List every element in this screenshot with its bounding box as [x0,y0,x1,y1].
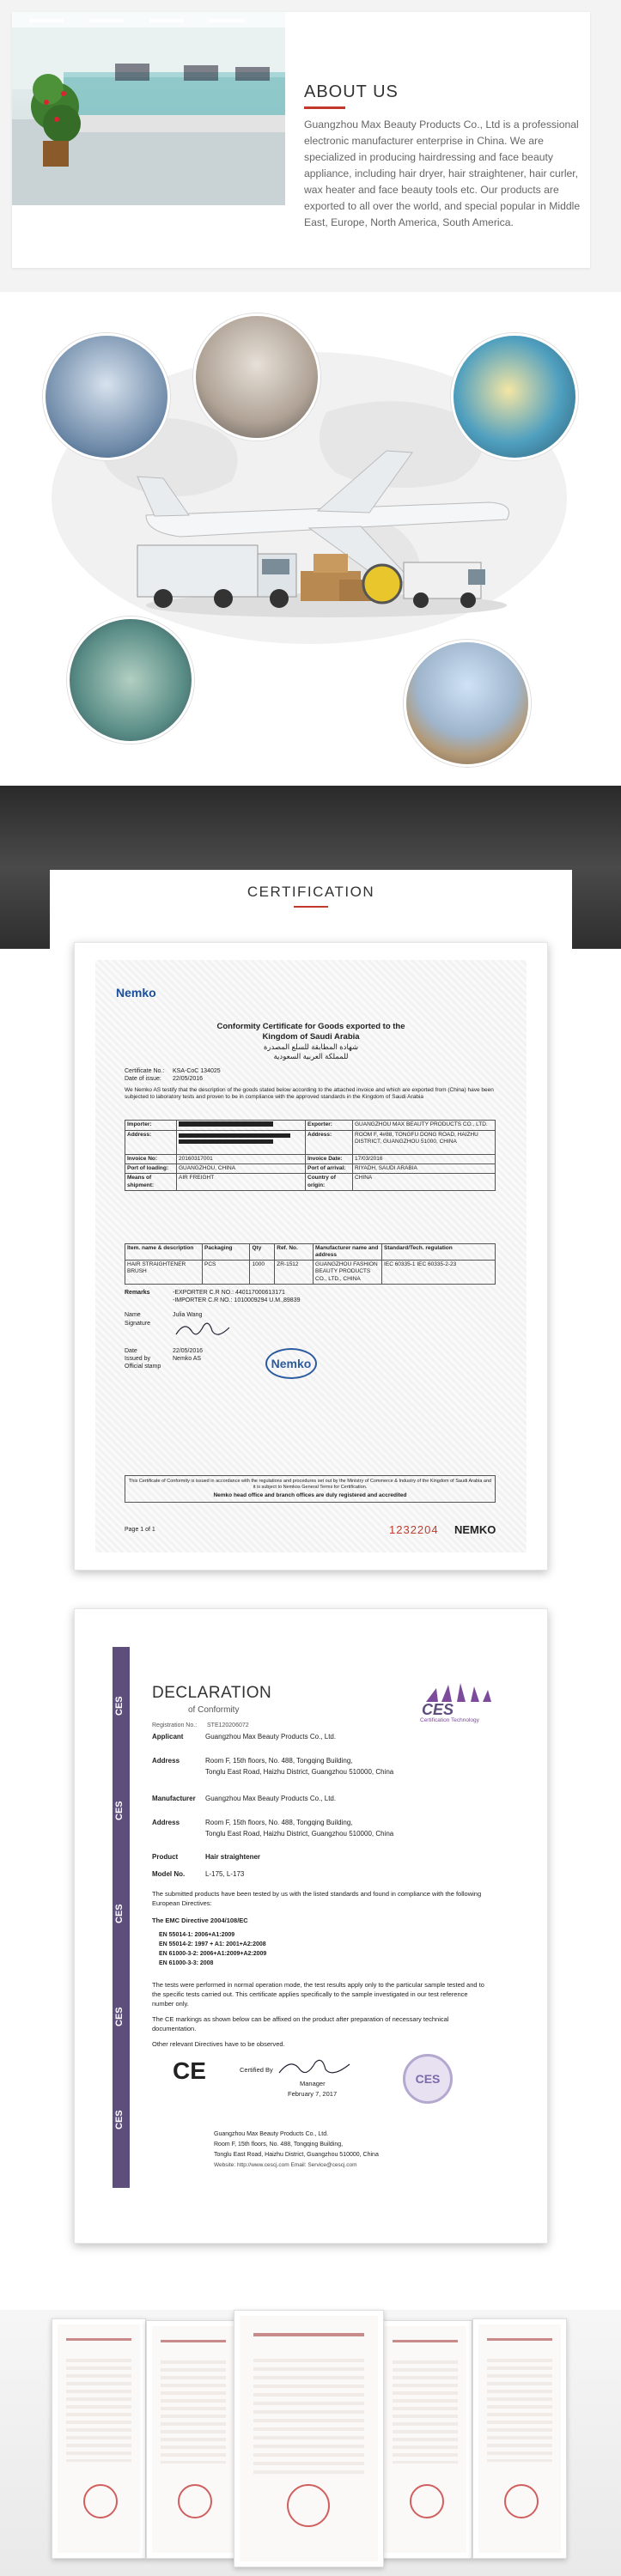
nemko-title-line2: Kingdom of Saudi Arabia [262,1032,360,1042]
certificate-text-lines [253,2359,364,2479]
ces-manufacturer: Guangzhou Max Beauty Products Co., Ltd. [205,1795,337,1802]
certificate-photos-strip [0,2310,621,2576]
table-cell: 17/03/2016 [353,1155,496,1164]
airplane-trucks-illustration [129,442,524,623]
certificate-photo [472,2318,567,2559]
table-cell: IEC 60335-1 IEC 60335-2-23 [382,1261,496,1284]
ces-model-label: Model No. [152,1870,186,1878]
ces-model: L-175, L-173 [205,1870,245,1878]
nemko-page-number: Page 1 of 1 [125,1527,155,1533]
nemko-title-arabic2: للمملكة العربية السعودية [273,1052,349,1060]
ces-reg-no: STE120206072 [207,1722,249,1728]
table-header-cell: Packaging [203,1244,250,1261]
certificate-paper [240,2316,378,2561]
ces-footer-1: Guangzhou Max Beauty Products Co., Ltd. [214,2131,329,2137]
table-header-cell: Item. name & description [125,1244,203,1261]
ces-statement-2: The tests were performed in normal operation mode, the test results apply only to the particular sample tested and to the specific tests carried out. This certificate applies specifically to the sample investigated in our test reference number only. [152,1981,484,2008]
table-row [125,1261,496,1284]
about-title: ABOUT US [304,82,399,101]
ces-declaration [95,1626,527,2226]
table-cell: CHINA [353,1174,496,1190]
ces-manager: Manager [300,2080,326,2087]
certificate-photo [146,2320,240,2559]
nemko-serial: 1232204 [389,1523,439,1536]
ces-address-label: Address [152,1819,180,1826]
about-section [0,0,621,292]
table-row [125,1131,496,1155]
certificate-red-seal [287,2484,330,2527]
ces-side-label: CES [114,2007,125,2026]
nemko-serial-brand: NEMKO [454,1523,496,1536]
certificate-photo [234,2310,384,2567]
about-card [12,12,590,268]
nemko-name-label: Name [125,1312,141,1318]
ces-declaration-frame [74,1608,548,2244]
stock-boxes-photo-circle [404,640,531,767]
ces-product: Hair straightener [205,1853,261,1861]
nemko-cert-no: KSA-CoC 134025 [173,1068,221,1074]
certificate-text-lines [161,2360,226,2464]
certification-title-underline [294,906,328,908]
ces-subtitle: of Conformity [188,1705,240,1715]
table-cell: Means of shipment: [125,1174,177,1190]
table-cell: 1000 [250,1261,275,1284]
nemko-footer-text-2: Nemko head office and branch offices are duly registered and accredited [213,1492,407,1498]
nemko-details-table [125,1120,496,1191]
certificate-header-line [66,2338,131,2341]
table-cell: HAIR STRAIGHTENER BRUSH [125,1261,203,1284]
certificate-paper [152,2326,234,2553]
table-cell [177,1121,306,1131]
certification-title: CERTIFICATION [247,884,375,900]
nemko-logo: Nemko [116,986,156,999]
nemko-intro: We Nemko AS testify that the description of the goods stated below according to the attached invoice and which are exported from (China) have been subjected to laboratory tests and proven to be in compliance with the approved standards in the Kingdom of Saudi Arabia [125,1087,494,1101]
nemko-title-arabic: شهادة المطابقة للسلع المصدرة [263,1042,359,1051]
certificate-header-line [393,2340,458,2342]
certificate-header-line [253,2333,364,2336]
nemko-name: Julia Wang [173,1312,203,1318]
ces-logo: CES [422,1701,454,1718]
ces-address-line1: Room F, 15th floors, No. 488, Tongqing Building, [205,1757,353,1765]
table-header-row [125,1244,496,1261]
certificate-paper [58,2324,140,2553]
table-cell: RIYADH, SAUDI ARABIA [353,1164,496,1174]
ces-product-label: Product [152,1853,179,1861]
ces-footer-2: Room F, 15th floors, No. 488, Tongqing Building, [214,2142,344,2148]
ces-side-label: CES [114,2110,125,2129]
ces-side-label: CES [114,1904,125,1923]
nemko-issued-label: Issued by [125,1356,150,1362]
table-header-cell: Manufacturer name and address [314,1244,382,1261]
nemko-title-line1: Conformity Certificate for Goods exported to the [216,1022,405,1031]
table-cell: 20160317001 [177,1155,306,1164]
ce-mark: CE [173,2057,206,2084]
table-header-cell: Qty [250,1244,275,1261]
table-row [125,1174,496,1190]
certificate-red-seal [83,2484,118,2518]
about-body: Guangzhou Max Beauty Products Co., Ltd is a professional electronic manufacturer enterprise in China. We are specialized in producing hairdressing and face beauty appliance, including hair dryer, hair straightener, hair curler, wax heater and face beauty tools etc. Our products are exported to all over the world, and special popular in Middle East, Europe, North America, South America. [304,118,581,228]
ces-applicant-label: Applicant [152,1733,184,1741]
certificate-paper [384,2326,466,2553]
ces-title: DECLARATION [152,1684,272,1702]
certificate-red-seal [178,2484,212,2518]
nemko-stamp-label: Official stamp [125,1364,161,1370]
table-cell: AIR FREIGHT [177,1174,306,1190]
ces-statement-3: The CE markings as shown below can be affixed on the product after preparation of necessary technical documentation. [152,2015,449,2032]
certificate-photo [52,2318,146,2559]
table-header-cell: Ref. No. [275,1244,314,1261]
table-cell: Port of arrival: [306,1164,353,1174]
nemko-date-issue-label: Date of issue: [125,1076,161,1082]
ces-standard: EN 61000-3-3: 2008 [159,1960,214,1966]
certificate-text-lines [393,2360,458,2464]
redacted-bar [179,1121,273,1127]
table-cell: PCS [203,1261,250,1284]
certificate-text-lines [66,2359,131,2462]
nemko-cert-no-label: Certificate No.: [125,1068,165,1074]
about-title-underline [304,106,345,109]
nemko-issued: Nemko AS [173,1356,202,1362]
ces-side-label: CES [114,1696,125,1716]
ces-applicant: Guangzhou Max Beauty Products Co., Ltd. [205,1733,337,1741]
ces-manufacturer-address-line1: Room F, 15th floors, No. 488, Tongqing Building, [205,1819,353,1826]
certificate-red-seal [504,2484,539,2518]
nemko-date: 22/05/2016 [173,1348,204,1354]
certificate-red-seal [410,2484,444,2518]
logistics-collage [0,292,621,773]
table-row [125,1121,496,1131]
office-photo-illustration [12,12,285,205]
ces-directive: The EMC Directive 2004/108/EC [152,1917,248,1924]
nemko-signature-label: Signature [125,1321,150,1327]
ces-certified-by: Certified By [240,2066,273,2074]
nemko-certificate [95,960,527,1552]
table-cell: ROOM F, 4#88, TONGFU DONG ROAD, HAIZHU DISTRICT, GUANGZHOU 51000, CHINA [353,1131,496,1155]
table-cell: Exporter: [306,1121,353,1131]
ces-footer-3: Tonglu East Road, Haizhu District, Guangzhou 510000, China [214,2152,379,2158]
table-cell: Country of origin: [306,1174,353,1190]
table-cell: Invoice Date: [306,1155,353,1164]
table-row [125,1155,496,1164]
table-cell [177,1131,306,1155]
ces-footer-4: Website: http://www.cescj.com Email: Service@cescj.com [214,2162,357,2168]
nemko-date-issue: 22/05/2016 [173,1076,204,1082]
nemko-date-label: Date [125,1348,137,1354]
office-photo [12,12,285,205]
ces-manufacturer-label: Manufacturer [152,1795,196,1802]
table-row [125,1164,496,1174]
ces-date: February 7, 2017 [288,2090,338,2098]
ces-statement-4: Other relevant Directives have to be observed. [152,2040,285,2048]
nemko-footer-text: This Certificate of Conformity is issued in accordance with the regulations and procedures set out by the Ministry of Commerce & Industry of the Kingdom of Saudi Arabia and it is subject to Nemkos General Terms for Certification. [128,1479,492,1490]
certificate-paper [478,2324,561,2553]
table-cell: GUANGZHOU MAX BEAUTY PRODUCTS CO., LTD. [353,1121,496,1131]
nemko-items-table [125,1243,496,1285]
ces-standard: EN 61000-3-2: 2006+A1:2009+A2:2009 [159,1951,267,1957]
redacted-bar [179,1139,273,1144]
ces-standard: EN 55014-2: 1997 + A1: 2001+A2:2008 [159,1941,266,1947]
ces-signature [276,2056,353,2080]
machinery-photo-circle [451,333,578,460]
ces-reg-label: Registration No.: [152,1722,198,1728]
certification-header [50,870,572,949]
production-line-photo-circle [67,617,194,744]
ces-manufacturer-address-line2: Tonglu East Road, Haizhu District, Guangzhou 510000, China [205,1830,394,1838]
nemko-official-stamp: Nemko [265,1348,317,1379]
certificate-text-lines [487,2359,552,2462]
table-cell: GUANGZHOU, CHINA [177,1164,306,1174]
nemko-remarks-1: -EXPORTER C.R NO.: 440117000613171 [173,1290,285,1296]
ces-address-label: Address [152,1757,180,1765]
table-cell: Importer: [125,1121,177,1131]
table-cell: GUANGZHOU FASHION BEAUTY PRODUCTS CO., LTD., CHINA [314,1261,382,1284]
table-cell: Address: [306,1131,353,1155]
table-header-cell: Standard/Tech. regulation [382,1244,496,1261]
ces-standard: EN 55014-1: 2006+A1:2009 [159,1932,235,1938]
nemko-remarks-2: -IMPORTER C.R NO.: 1010009294 U.M.,89839 [173,1297,301,1303]
table-cell: Invoice No: [125,1155,177,1164]
factory-photo-circle [43,333,170,460]
nemko-remarks-label: Remarks [125,1290,150,1296]
redacted-bar [179,1133,290,1138]
nemko-certificate-frame [74,942,548,1571]
certificate-header-line [487,2338,552,2341]
ces-seal: CES [403,2054,453,2104]
ces-statement-1: The submitted products have been tested by us with the listed standards and found in compliance with the following European Directives: [152,1890,482,1907]
certificate-header-line [161,2340,226,2342]
nemko-signature [173,1319,233,1341]
ces-side-label: CES [114,1801,125,1820]
table-cell: ZR-1512 [275,1261,314,1284]
ces-address-line2: Tonglu East Road, Haizhu District, Guangzhou 510000, China [205,1768,394,1776]
certificate-photo [378,2320,472,2559]
table-cell: Port of loading: [125,1164,177,1174]
warehouse-photo-circle [193,313,320,440]
table-cell: Address: [125,1131,177,1155]
ces-logo-sub: Certification Technology [420,1717,479,1723]
nemko-footer-box [125,1475,496,1503]
